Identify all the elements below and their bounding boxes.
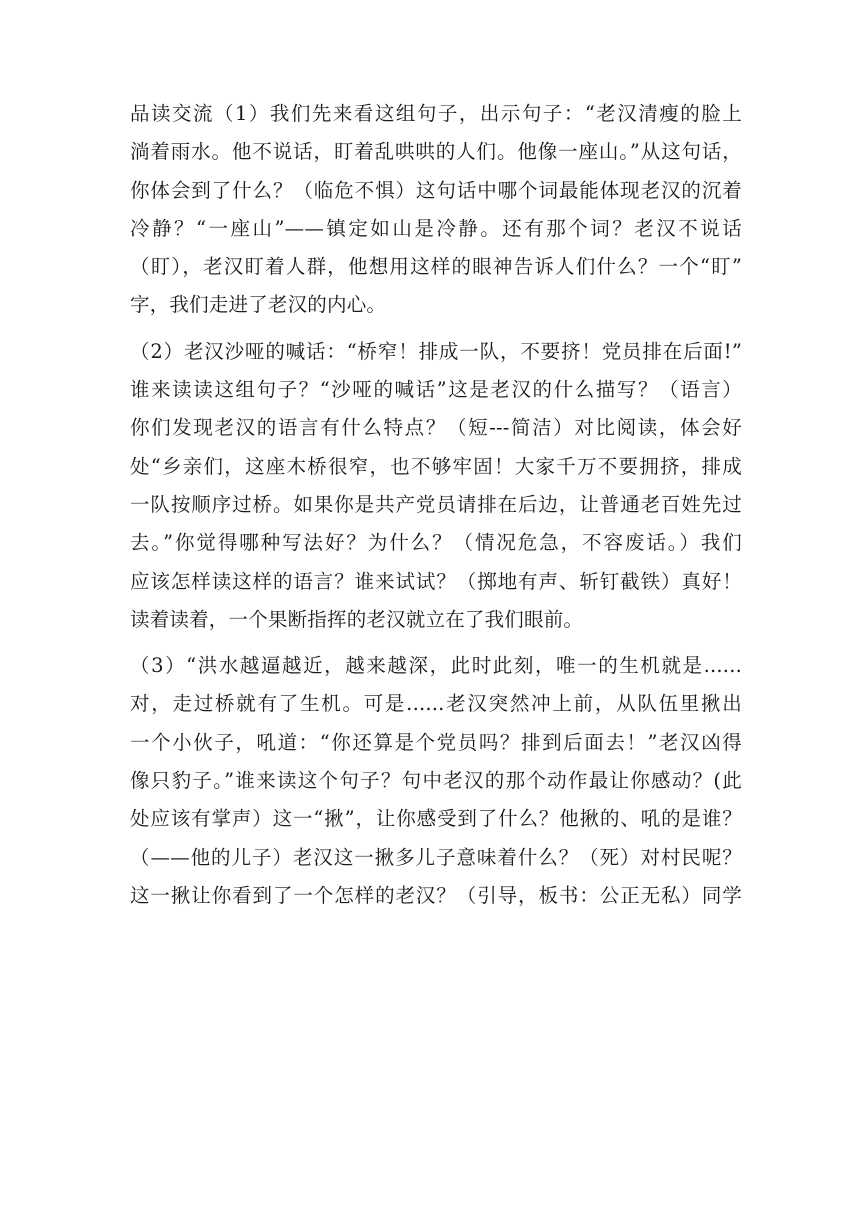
text-line: 对，走过桥就有了生机。可是......老汉突然冲上前，从队伍里揪出 xyxy=(130,692,742,716)
text-line: 应该怎样读这样的语言？谁来试试？（掷地有声、斩钉截铁）真好！ xyxy=(130,569,742,593)
text-line: 一个小伙子，吼道：“你还算是个党员吗？排到后面去！”老汉凶得 xyxy=(130,730,742,754)
text-line: 谁来读读这组句子？“沙哑的喊话”这是老汉的什么描写？（语言） xyxy=(130,378,742,402)
text-line: （盯），老汉盯着人群，他想用这样的眼神告诉人们什么？一个“盯” xyxy=(130,255,742,279)
text-line: 处应该有掌声）这一“揪”，让你感受到了什么？他揪的、吼的是谁？ xyxy=(130,807,742,831)
text-line: 去。”你觉得哪种写法好？为什么？（情况危急，不容废话。）我们 xyxy=(130,531,742,555)
text-line: 字，我们走进了老汉的内心。 xyxy=(130,293,387,317)
paragraph-3 xyxy=(130,647,742,915)
text-line: （2）老汉沙哑的喊话：“桥窄！排成一队，不要挤！党员排在后面!” xyxy=(130,339,742,363)
text-line: （——他的儿子）老汉这一揪多儿子意味着什么？（死）对村民呢？ xyxy=(130,845,742,869)
paragraph-2 xyxy=(130,333,742,639)
text-line: 冷静？“一座山”——镇定如山是冷静。还有那个词？老汉不说话 xyxy=(130,216,742,240)
document-page xyxy=(130,95,742,923)
text-line: 一队按顺序过桥。如果你是共产党员请排在后边，让普通老百姓先过 xyxy=(130,492,742,516)
text-line: 读着读着，一个果断指挥的老汉就立在了我们眼前。 xyxy=(130,607,584,631)
text-line: 你体会到了什么？（临危不惧）这句话中哪个词最能体现老汉的沉着 xyxy=(130,178,742,202)
text-line: 像只豹子。”谁来读这个句子？句中老汉的那个动作最让你感动？(此 xyxy=(130,769,742,793)
text-line: （3）“洪水越逼越近，越来越深，此时此刻，唯一的生机就是...... xyxy=(130,654,742,678)
paragraph-1 xyxy=(130,95,742,325)
text-line: 淌着雨水。他不说话，盯着乱哄哄的人们。他像一座山。”从这句话， xyxy=(130,140,742,164)
text-line: 这一揪让你看到了一个怎样的老汉？（引导，板书：公正无私）同学 xyxy=(130,883,742,907)
text-line: 你们发现老汉的语言有什么特点？（短---简洁）对比阅读，体会好 xyxy=(130,416,742,440)
text-line: 处“乡亲们，这座木桥很窄，也不够牢固！大家千万不要拥挤，排成 xyxy=(130,454,742,478)
text-line: 品读交流（1）我们先来看这组句子，出示句子：“老汉清瘦的脸上 xyxy=(130,102,742,125)
